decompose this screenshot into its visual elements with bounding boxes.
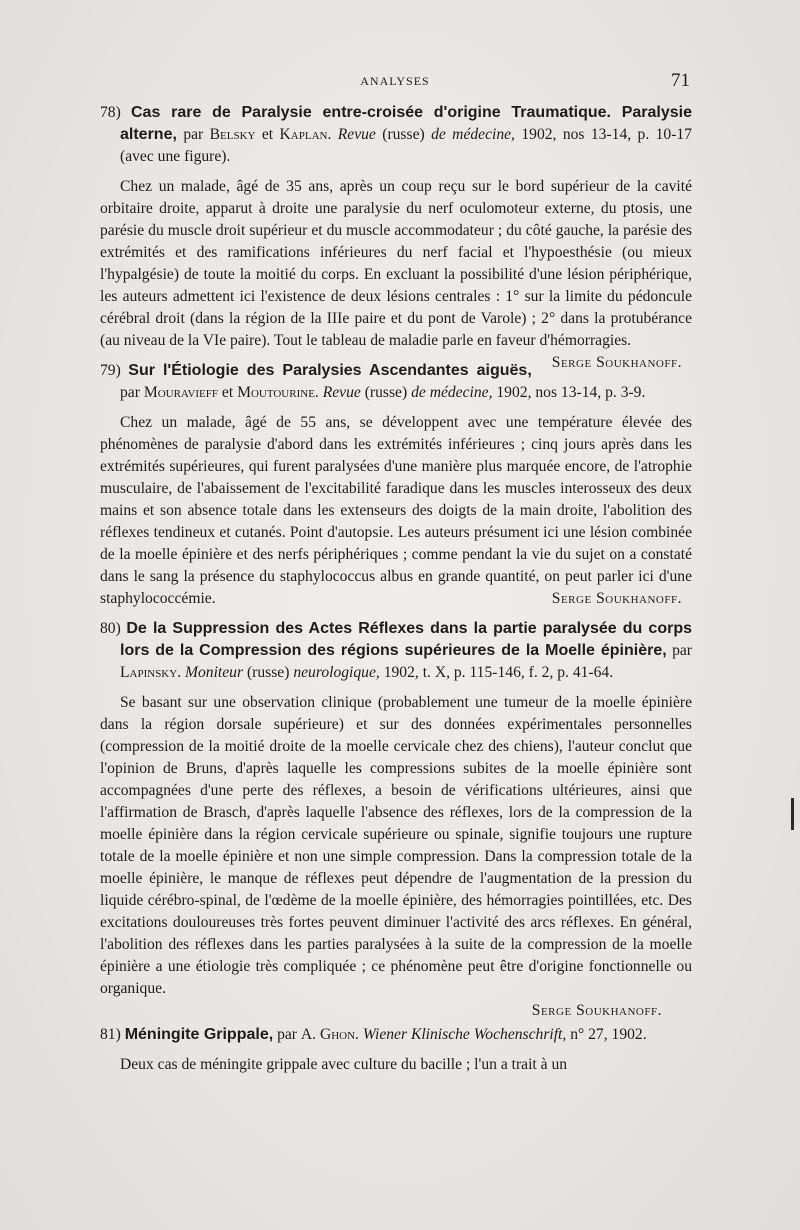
- entry-title: Cas rare de Paralysie entre-croisée d'origine Traumatique. Paralysie alterne,: [120, 104, 693, 143]
- reference: 1902, nos 13-14, p. 10-17 (avec une figure).: [120, 126, 692, 165]
- author-signature: Serge Soukhanoff.: [551, 590, 682, 607]
- journal-name-rest: de médecine,: [431, 126, 515, 143]
- entry-heading-78: [100, 102, 692, 168]
- author-name: Belsky: [209, 126, 256, 143]
- entry-title: Sur l'Étiologie des Paralysies Ascendantes aiguës,: [128, 362, 532, 379]
- journal-qualifier: (russe): [382, 126, 425, 143]
- entry-number: 81): [100, 1026, 121, 1043]
- reference: 1902, t. X, p. 115-146, f. 2, p. 41-64.: [383, 664, 614, 681]
- author-name: A. Ghon.: [300, 1026, 359, 1043]
- and-word: et: [221, 384, 234, 401]
- journal-name: Revue: [322, 384, 361, 401]
- running-title: ANALYSES: [360, 74, 430, 88]
- reference: n° 27, 1902.: [570, 1026, 647, 1043]
- by-word: par: [183, 126, 204, 143]
- author-name: Mouravieff: [143, 384, 219, 401]
- journal-qualifier: (russe): [246, 664, 290, 681]
- page-header: [100, 70, 690, 96]
- entry-title: Méningite Grippale,: [124, 1026, 274, 1043]
- journal-name-rest: de médecine,: [411, 384, 493, 401]
- journal-qualifier: (russe): [364, 384, 408, 401]
- article-body: [100, 102, 692, 1076]
- journal-name: Revue: [337, 126, 376, 143]
- author-name: Kaplan.: [279, 126, 332, 143]
- author-signature: Serge Soukhanoff.: [551, 354, 682, 371]
- entry-paragraph-81: [100, 1054, 692, 1076]
- entry-number: 80): [100, 620, 121, 637]
- entry-paragraph-79: [100, 412, 692, 610]
- scan-edge-mark: [791, 798, 794, 830]
- journal-name: Moniteur: [185, 664, 244, 681]
- entry-heading-80: [100, 618, 692, 684]
- reference: 1902, nos 13-14, p. 3-9.: [496, 384, 646, 401]
- and-word: et: [261, 126, 274, 143]
- entry-heading-81: [100, 1024, 692, 1046]
- journal-name-rest: neurologique,: [293, 664, 380, 681]
- author-signature: Serge Soukhanoff.: [531, 1002, 662, 1019]
- by-word: par: [672, 642, 693, 659]
- paragraph-text: Se basant sur une observation clinique (probablement une tumeur de la moelle épinière dans la région dorsale supérieure) et sur des données expérimentales personnelles (compression de la moitié droite de la moelle cervicale chez des chiens), l'auteur conclut que l'opinion de Bruns, d'après laquelle les compressions subites de la moelle épinière sont accompagnées d'une perte des réflexes, a besoin de vérifications ultérieures, ainsi que l'affirmation de Brasch, d'après laquelle l'absence des réflexes, lors de la compression de la moelle épinière dans la région cervicale supérieure ou spinale, signifie toujours une rupture totale de la moelle épinière et non une simple compression. Dans la compression totale de la moelle épinière, le manque de réflexes peut dépendre de l'augmentation de la pression du liquide cérébro-spinal, de l'œdème de la moelle épinière, des hémorragies pointillées, etc. Des excitations douloureuses très fortes peuvent diminuer l'activité des arcs réflexes. En général, l'abolition des réflexes dans les parties paralysées à la suite de la compression de la moelle épinière a une étiologie très compliquée ; ce phénomène peut être d'origine fonctionnelle ou organique.: [100, 694, 692, 997]
- page-number: 71: [671, 70, 690, 91]
- entry-paragraph-80: [100, 692, 692, 1022]
- by-word: par: [120, 384, 140, 401]
- paragraph-text: Deux cas de méningite grippale avec culture du bacille ; l'un a trait à un: [120, 1056, 568, 1073]
- author-name: Lapinsky.: [120, 664, 182, 681]
- by-word: par: [277, 1026, 297, 1043]
- entry-title: De la Suppression des Actes Réflexes dans la partie paralysée du corps lors de la Compression des régions supérieures de la Moelle épinière,: [120, 620, 692, 659]
- paragraph-text: Chez un malade, âgé de 55 ans, se développent avec une température élevée des phénomènes de paralysie d'abord dans les extrémités inférieures ; cinq jours après dans les extrémités supérieures, qui furent paralysées d'une manière plus marquée encore, de l'atrophie musculaire, de l'abaissement de l'excitabilité faradique dans les muscles interosseux des deux mains et son absence totale dans les extenseurs des doigts de la main droite, l'abolition des réflexes tendineux et cutanés. Point d'autopsie. Les auteurs présument ici une lésion combinée de la moelle épinière et des nerfs périphériques ; comme pendant la vie du sujet on a constaté dans le sang la présence du staphylococcus albus en grande quantité, on peut parler ici d'une staphylococcémie.: [100, 414, 692, 607]
- journal-name: Wiener Klinische Wochenschrift,: [362, 1026, 567, 1043]
- entry-number: 78): [100, 104, 121, 121]
- author-name: Moutourine.: [237, 384, 319, 401]
- paragraph-text: Chez un malade, âgé de 35 ans, après un coup reçu sur le bord supérieur de la cavité orbitaire droite, apparut à droite une paralysie du nerf oculomoteur externe, du ptosis, une parésie du muscle droit supérieur et du muscle accommodateur ; du côté gauche, la parésie des extrémités et des ramifications inférieures du nerf facial et l'hypoesthésie (ou mieux l'hypalgésie) de toute la moitié du corps. En excluant la possibilité d'une lésion périphérique, les auteurs admettent ici l'existence de deux lésions centrales : 1° sur la limite du pédoncule cérébral droit (dans la région de la IIIe paire et du pont de Varole) ; 2° dans la protubérance (au niveau de la VIe paire). Tout le tableau de maladie parle en faveur d'hémorragies.: [100, 178, 692, 349]
- entry-number: 79): [100, 362, 121, 379]
